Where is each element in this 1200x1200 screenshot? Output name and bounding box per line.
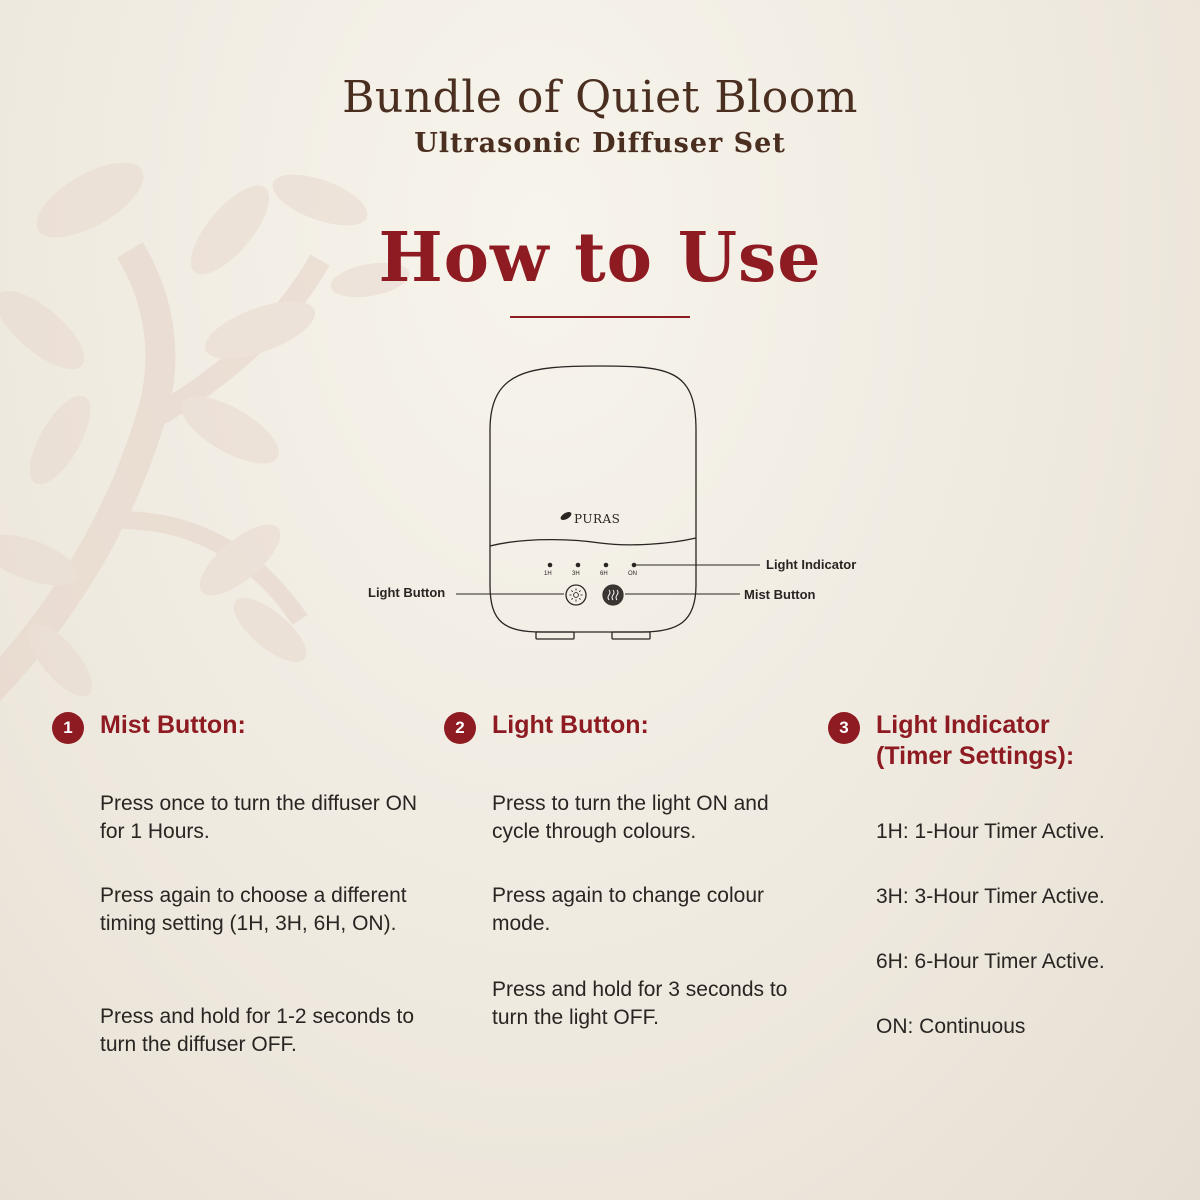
indicator-on-label: ON <box>628 571 637 577</box>
section-title: Mist Button: <box>100 711 246 739</box>
section-paragraph: Press again to change colour mode. <box>492 884 765 935</box>
section-paragraph: Press to turn the light ON and cycle through colours. <box>492 792 769 843</box>
page-heading: How to Use <box>378 218 822 298</box>
light-indicator-label: Light Indicator <box>766 557 857 572</box>
product-subtitle: Ultrasonic Diffuser Set <box>414 128 786 159</box>
brand-logo: PURAS <box>574 512 621 526</box>
section-paragraph: Press again to choose a different timing setting (1H, 3H, 6H, ON). <box>100 884 407 935</box>
section-paragraph: ON: Continuous <box>876 1015 1026 1038</box>
section-paragraph: 6H: 6-Hour Timer Active. <box>876 950 1105 973</box>
product-title: Bundle of Quiet Bloom <box>342 72 858 123</box>
mist-button-label: Mist Button <box>744 587 816 602</box>
indicator-6h-label: 6H <box>600 571 608 577</box>
section-paragraph: 1H: 1-Hour Timer Active. <box>876 820 1105 843</box>
section-paragraph: Press once to turn the diffuser ON for 1 Hours. <box>100 792 418 843</box>
sun-icon <box>570 589 583 602</box>
heading-divider <box>510 316 690 318</box>
section-paragraph: Press and hold for 1-2 seconds to turn the diffuser OFF. <box>100 1005 415 1056</box>
diffuser-drawing <box>360 360 860 650</box>
section-paragraph: 3H: 3-Hour Timer Active. <box>876 885 1105 908</box>
step-number-badge: 2 <box>444 712 476 744</box>
puras-logo-icon <box>559 510 572 521</box>
diffuser-illustration <box>360 360 860 650</box>
light-button-label: Light Button <box>368 585 446 600</box>
section-title: Light Button: <box>492 711 649 739</box>
indicator-3h-label: 3H <box>572 571 580 577</box>
step-number-badge: 1 <box>52 712 84 744</box>
section-paragraph: Press and hold for 3 seconds to turn the light OFF. <box>492 978 788 1029</box>
section-title: Light Indicator (Timer Settings): <box>876 711 1075 770</box>
indicator-1h-label: 1H <box>544 571 552 577</box>
step-number-badge: 3 <box>828 712 860 744</box>
